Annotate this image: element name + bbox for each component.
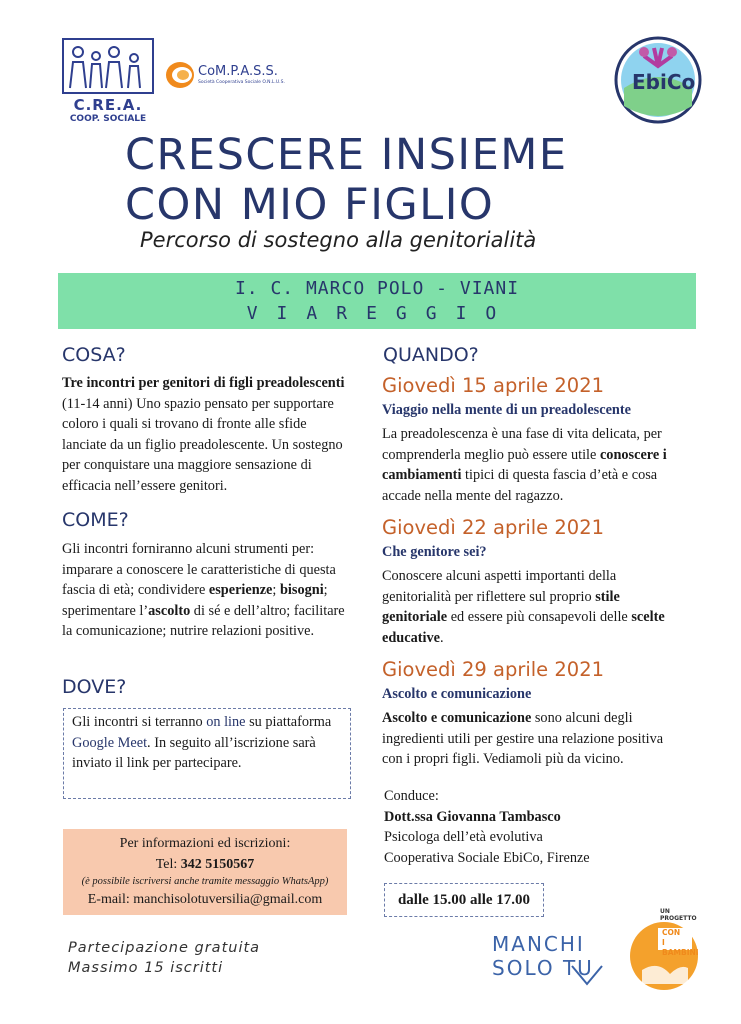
conduce-block (384, 786, 590, 868)
title-line-1: CRESCERE INSIEME (125, 130, 568, 180)
conibambini-name: CON I BAMBINI (662, 928, 699, 957)
cosa-text (62, 373, 348, 497)
event-1-topic: Viaggio nella mente di un preadolescente (382, 402, 631, 418)
event-2-topic: Che genitore sei? (382, 544, 487, 560)
compass-circle-icon (165, 60, 197, 90)
conduce-name: Dott.ssa Giovanna Tambasco (384, 808, 561, 825)
conduce-org: Cooperativa Sociale EbiCo, Firenze (384, 849, 590, 866)
email-link[interactable]: manchisolotuversilia@gmail.com (133, 892, 323, 907)
compass-subtitle: Società Cooperativa Sociale O.N.L.U.S. (198, 80, 285, 85)
info-box (63, 829, 347, 915)
page-subtitle: Percorso di sostegno alla genitorialità (140, 228, 537, 252)
solo-tu-text: SOLO TU (492, 956, 594, 980)
info-tel: Tel: 342 5150567 (155, 857, 255, 872)
conduce-role: Psicologa dell’età evolutiva (384, 829, 543, 846)
come-heading: COME? (62, 509, 129, 531)
compass-logo (165, 60, 305, 90)
ebico-name: EbiCo (632, 70, 696, 94)
info-title: Per informazioni ed iscrizioni: (119, 836, 291, 851)
quando-heading: QUANDO? (383, 344, 479, 366)
ebico-logo (614, 36, 702, 124)
time-box: dalle 15.00 alle 17.00 (384, 883, 544, 917)
info-email: E-mail: manchisolotuversilia@gmail.com (87, 892, 323, 907)
family-figures-icon (64, 40, 152, 92)
phone-link[interactable]: 342 5150567 (180, 857, 255, 872)
school-city: VIAREGGIO (246, 303, 516, 324)
compass-name: CoM.P.A.S.S. (198, 64, 278, 79)
con-i-bambini-logo (618, 904, 702, 994)
crea-subtitle: COOP. SOCIALE (69, 114, 147, 124)
cosa-heading: COSA? (62, 344, 126, 366)
event-3-topic: Ascolto e comunicazione (382, 686, 532, 702)
event-2-date: Giovedì 22 aprile 2021 (382, 516, 605, 539)
cosa-body: (11-14 anni) Uno spazio pensato per supportare coloro i quali si trovano di fronte alle sfide lanciate da un figlio preadolescente. Un sostegno per conquistare una maggiore sensazione di efficacia nell’essere genitori. (62, 395, 343, 494)
come-text: Gli incontri forniranno alcuni strumenti per: imparare a conoscere le caratteristiche di questa fascia di età; condividere esperienze; bisogni; sperimentare l’ascolto di sé e dell’altro; facilitare la comunicazione; nutrire relazioni positive. (62, 541, 345, 640)
participation-free: Partecipazione gratuita (68, 940, 261, 956)
dove-box: Gli incontri si terranno on line su piattaforma Google Meet. In seguito all’iscrizione sarà inviato il link per partecipare. (63, 708, 351, 799)
manchi-solo-tu-logo (492, 932, 612, 994)
max-participants: Massimo 15 iscritti (68, 960, 224, 976)
conduce-label: Conduce: (384, 788, 439, 804)
crea-logo-figures (62, 38, 154, 94)
school-band (58, 273, 696, 329)
footer-note (68, 938, 260, 978)
page-title (125, 130, 568, 230)
event-1-date: Giovedì 15 aprile 2021 (382, 374, 605, 397)
crea-logo (62, 38, 154, 122)
conibambini-top: UN PROGETTO (660, 908, 697, 922)
event-3-text: Ascolto e comunicazione sono alcuni degli ingredienti utili per gestire una relazione positiva con i propri figli. Vediamoli più da vicino. (382, 710, 664, 768)
title-line-2: CON MIO FIGLIO (125, 180, 495, 230)
event-2-text: Conoscere alcuni aspetti importanti della genitorialità per riflettere sul proprio stile genitoriale ed essere più consapevoli delle scelte educative. (382, 568, 665, 646)
school-name: I. C. MARCO POLO - VIANI (234, 278, 520, 299)
cosa-lead: Tre incontri per genitori di figli preadolescenti (62, 375, 345, 391)
crea-name: C.RE.A. (73, 96, 143, 114)
event-3-date: Giovedì 29 aprile 2021 (382, 658, 605, 681)
dove-heading: DOVE? (62, 676, 127, 698)
info-note: (è possibile iscriversi anche tramite messaggio WhatsApp) (81, 876, 329, 887)
manchi-text: MANCHI (492, 932, 585, 956)
event-1-text: La preadolescenza è una fase di vita delicata, per comprenderla meglio può essere utile conoscere i cambiamenti tipici di questa fascia d’età e cosa accade nella mente del ragazzo. (382, 426, 667, 504)
chevron-down-icon (570, 962, 604, 988)
